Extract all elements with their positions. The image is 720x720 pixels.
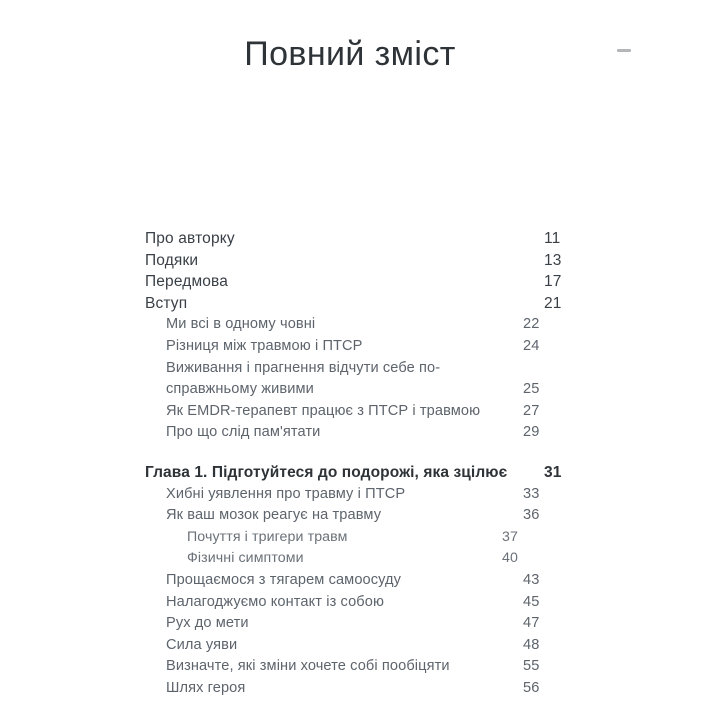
toc-page-number: 40 (502, 550, 518, 567)
page-title: Повний зміст (244, 35, 456, 73)
toc-entry-label: Виживання і прагнення відчути себе по-справжньому живими (166, 359, 441, 398)
toc-page-number: 25 (523, 381, 540, 398)
toc-page-number: 43 (523, 571, 540, 588)
toc-entry-label: Рух до мети (166, 615, 249, 632)
toc-entry-row[interactable] (145, 613, 575, 635)
toc-entry-row[interactable] (145, 678, 575, 700)
toc-entry-row[interactable] (145, 635, 575, 657)
toc-entry-label: Вступ (145, 294, 188, 312)
toc-page-number: 45 (523, 593, 540, 610)
toc-entry-row[interactable] (145, 250, 575, 272)
toc-page-number: 13 (544, 251, 562, 269)
toc-page-number: 47 (523, 615, 540, 632)
toc-page-number: 31 (544, 463, 562, 481)
toc-entry-row[interactable] (145, 314, 575, 336)
toc-entry-label: Як ваш мозок реагує на травму (166, 507, 382, 524)
toc-entry-row[interactable] (145, 527, 575, 549)
toc-entry-row[interactable] (145, 548, 575, 570)
toc-entry-label: Прощаємося з тягарем самоосуду (166, 571, 402, 588)
toc-entry-label: Подяки (145, 251, 199, 269)
toc-page-number: 27 (523, 402, 540, 419)
toc-entry-label: Налагоджуємо контакт із собою (166, 593, 385, 610)
minus-icon[interactable] (617, 49, 631, 52)
toc-entry-row[interactable] (145, 422, 575, 444)
toc-entry-label: Як EMDR-терапевт працює з ПТСР і травмою (166, 402, 481, 419)
toc-page-number: 17 (544, 273, 562, 291)
toc-entry-label: Передмова (145, 273, 229, 291)
toc-entry-row[interactable] (145, 484, 575, 506)
toc-page-number: 56 (523, 679, 540, 696)
toc-entry-row[interactable] (145, 592, 575, 614)
toc-entry-label: Різниця між травмою і ПТСР (166, 337, 363, 354)
toc-page-number: 55 (523, 658, 540, 675)
toc-page-number: 24 (523, 337, 540, 354)
toc-entry-label: Фізичні симптоми (187, 550, 304, 567)
toc-entry-row[interactable] (145, 505, 575, 527)
toc-group-spacer (145, 444, 575, 462)
toc-entry-row[interactable] (145, 293, 575, 315)
toc-page-number: 36 (523, 507, 540, 524)
toc-entry-label: Шлях героя (166, 679, 246, 696)
toc-entry-row[interactable] (145, 656, 575, 678)
toc-entry-label: Про авторку (145, 230, 235, 247)
toc-entry-label: Хибні уявлення про травму і ПТСР (166, 485, 406, 502)
toc-entry-label: Почуття і тригери травм (187, 528, 348, 545)
toc-entry-row[interactable] (145, 336, 575, 358)
table-of-contents (145, 228, 575, 699)
toc-entry-row[interactable] (145, 271, 575, 293)
toc-page-number: 21 (544, 294, 562, 312)
toc-page-number: 33 (523, 485, 540, 502)
page-header (0, 0, 720, 100)
toc-chapter-row[interactable] (145, 462, 575, 484)
toc-entry-row[interactable] (145, 358, 575, 401)
toc-entry-label: Про що слід пам'ятати (166, 424, 321, 441)
toc-entry-label: Глава 1. Підготуйтеся до подорожі, яка зцілює (145, 463, 508, 481)
toc-entry-row[interactable] (145, 401, 575, 423)
toc-page-number: 11 (544, 230, 561, 247)
toc-entry-row[interactable] (145, 570, 575, 592)
toc-page-number: 22 (523, 316, 540, 333)
toc-entry-label: Сила уяви (166, 636, 238, 653)
toc-entry-label: Ми всі в одному човні (166, 316, 316, 333)
toc-page-number: 29 (523, 424, 540, 441)
toc-entry-row[interactable] (145, 228, 575, 250)
toc-page-number: 48 (523, 636, 540, 653)
toc-entry-label: Визначте, які зміни хочете собі пообіцяти (166, 658, 450, 675)
toc-page-number: 37 (502, 528, 518, 545)
